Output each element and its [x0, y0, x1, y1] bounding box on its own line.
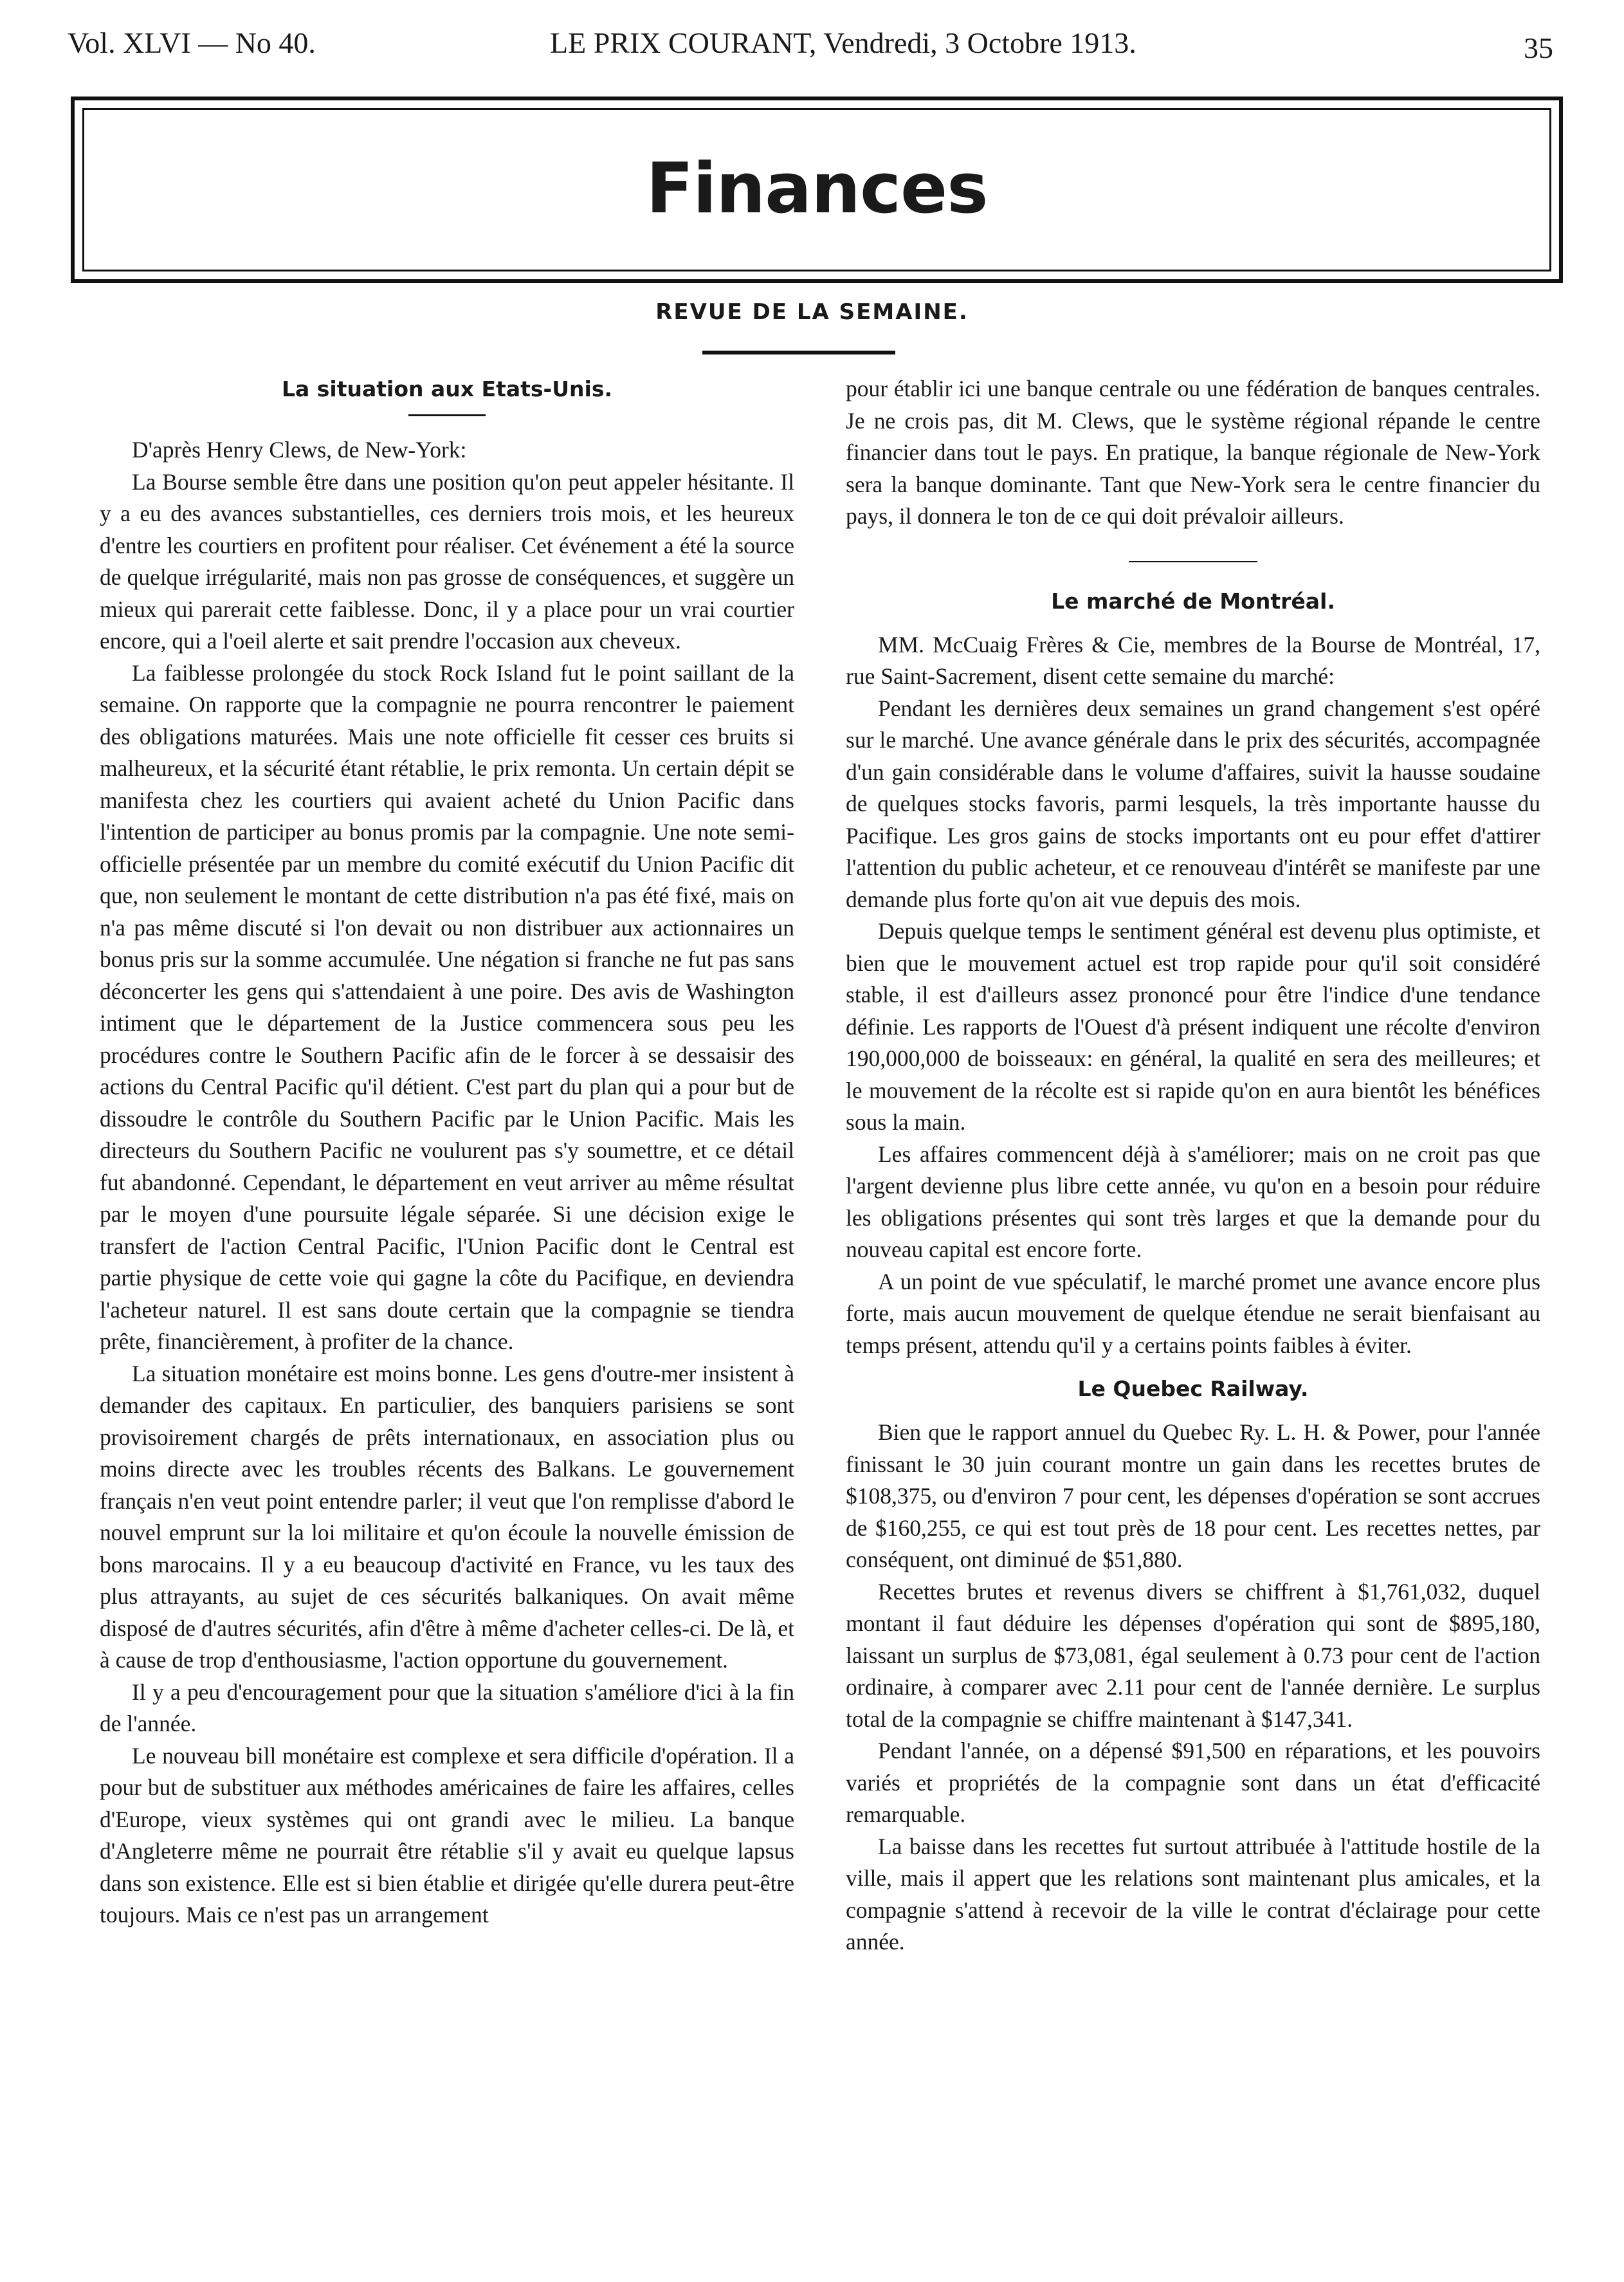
article-paragraph: La faiblesse prolongée du stock Rock Island fut le point saillant de la semaine. On rapporte que la compagnie ne pourra rencontrer le paiement des obligations maturées. Mais une note officielle fit cesser ces bruits si malheureux, et la sécurité étant rétablie, le prix remonta. Un certain dépit se manifesta chez les courtiers qui avaient acheté du Union Pacific dans l'intention de participer au bonus promis par la compagnie. Une note semi-officielle présentée par un membre du comité exécutif du Union Pacific dit que, non seulement le montant de cette distribution n'a pas été fixé, mais on n'a pas même discuté si l'on devait ou non distribuer aux actionnaires un bonus pris sur la somme accumulée. Une négation si franche ne fut pas sans déconcerter les gens qui s'attendaient à une poire. Des avis de Washington intiment que le département de la Justice commencera sous peu les procédures contre le Southern Pacific afin de le forcer à se dessaisir des actions du Central Pacific qu'il détient. C'est part du plan qui a pour but de dissoudre le contrôle du Southern Pacific par le Union Pacific. Mais les directeurs du Southern Pacific ne voulurent pas s'y soumettre, et ce détail fut abandonné. Cependant, le département en veut arriver au même résultat par le moyen d'une poursuite légale séparée. Si une décision exige le transfert de l'action Central Pacific, l'Union Pacific dont le Central est partie physique de cette voie qui gagne la côte du Pacifique, en deviendra l'acheteur naturel. Il est sans doute certain que la compagnie se tiendra prête, financièrement, à profiter de la chance. [100, 659, 794, 1354]
article-paragraph: Pendant l'année, on a dépensé $91,500 en réparations, et les pouvoirs variés et propriétés de la compagnie sont dans un état d'efficacité remarquable. [846, 1738, 1540, 1827]
article-title-montreal: Le marché de Montréal. [1051, 588, 1335, 614]
article-paragraph: La baisse dans les recettes fut surtout attribuée à l'attitude hostile de la ville, mais il appert que les relations sont maintenant plus amicales, et la compagnie s'attend à recevoir de la ville le contrat d'éclairage pour cette année. [846, 1833, 1540, 1955]
article-paragraph: Il y a peu d'encouragement pour que la situation s'améliore d'ici à la fin de l'année. [100, 1679, 794, 1736]
article-byline: D'après Henry Clews, de New-York: [132, 437, 467, 463]
volume-number: Vol. XLVI — No 40. [68, 26, 316, 59]
article-paragraph-continued: pour établir ici une banque centrale ou une fédération de banques centrales. Je ne crois pas, dit M. Clews, que le système régional répande le centre financier dans tout le pays. En pratique, la banque régionale de New-York sera la banque dominante. Tant que New-York sera le centre financier du pays, il donnera le ton de ce qui doit prévaloir ailleurs. [846, 376, 1540, 529]
article-paragraph: Recettes brutes et revenus divers se chiffrent à $1,761,032, duquel montant il faut déduire les dépenses d'opération qui sont de $895,180, laissant un surplus de $73,081, égal seulement à 0.73 pour cent de l'action ordinaire, à comparer avec 2.11 pour cent de l'année dernière. Le surplus total de la compagnie se chiffre maintenant à $147,341. [846, 1578, 1540, 1732]
article-title-etats-unis: La situation aux Etats-Unis. [281, 376, 613, 401]
article-paragraph: Le nouveau bill monétaire est complexe et sera difficile d'opération. Il a pour but de substituer aux méthodes américaines de faire les affaires, celles d'Europe, vieux systèmes qui ont grandi avec le milieu. La banque d'Angleterre même ne pourrait être rétablie s'il y avait eu quelque lapsus dans son existence. Elle est si bien établie et dirigée qu'elle durera peut-être toujours. Mais ce n'est pas un arrangement [100, 1742, 794, 1928]
page-number: 35 [1524, 32, 1553, 64]
banner-title: Finances [646, 149, 988, 229]
publication-date-line: LE PRIX COURANT, Vendredi, 3 Octobre 1913. [550, 26, 1136, 59]
section-title: REVUE DE LA SEMAINE. [655, 299, 969, 325]
article-paragraph: A un point de vue spéculatif, le marché promet une avance encore plus forte, mais aucun mouvement de quelque étendue ne serait bienfaisant au temps présent, attendu qu'il y a certains points faibles à éviter. [846, 1268, 1540, 1358]
left-column [100, 373, 794, 1931]
right-column [846, 373, 1540, 1958]
article-paragraph: La Bourse semble être dans une position qu'on peut appeler hésitante. Il y a eu des avances substantielles, ces derniers trois mois, et les heureux d'entre les courtiers en profitent pour réaliser. Cet événement a été la source de quelque irrégularité, mais non pas grosse de conséquences, et suggère un mieux qui parerait cette faiblesse. Donc, il y a place pour un vrai courtier encore, qui a l'oeil alerte et sait prendre l'occasion aux cheveux. [100, 468, 794, 654]
article-title-quebec-railway: Le Quebec Railway. [1077, 1376, 1309, 1401]
article-intro: MM. McCuaig Frères & Cie, membres de la Bourse de Montréal, 17, rue Saint-Sacrement, disent cette semaine du marché: [846, 631, 1540, 689]
article-paragraph: La situation monétaire est moins bonne. Les gens d'outre-mer insistent à demander des capitaux. En particulier, des banquiers parisiens se sont provisoirement chargés de prêts internationaux, en association plus ou moins directe avec les troubles récents des Balkans. Le gouvernement français n'en veut point entendre parler; il veut que l'on remplisse d'abord le nouvel emprunt sur la loi militaire et qu'on écoule la nouvelle émission de bons marocains. Il y a eu beaucoup d'activité en France, vu les taux des plus attrayants, au sujet de ces sécurités balkaniques. On avait même disposé de d'autres sécurités, afin d'être à même d'acheter celles-ci. De là, et à cause de trop d'enthousiasme, l'action opportune du gouvernement. [100, 1360, 794, 1673]
running-header [61, 26, 1553, 71]
article-paragraph: Bien que le rapport annuel du Quebec Ry. L. H. & Power, pour l'année finissant le 30 juin courant montre un gain dans les recettes brutes de $108,375, ou d'environ 7 pour cent, les dépenses d'opération se sont accrues de $160,255, ce qui est tout près de 18 pour cent. Les recettes nettes, par conséquent, ont diminué de $51,880. [846, 1419, 1540, 1572]
section-banner [71, 97, 1563, 283]
title-rule [408, 414, 486, 416]
section-divider [702, 351, 895, 354]
article-paragraph: Les affaires commencent déjà à s'améliorer; mais on ne croit pas que l'argent devienne plus libre cette année, vu qu'on en a besoin pour réduire les obligations présentes qui sont très larges et que la demande pour du nouveau capital est encore forte. [846, 1141, 1540, 1262]
article-paragraph: Depuis quelque temps le sentiment général est devenu plus optimiste, et bien que le mouvement actuel est trop rapide pour qu'il soit considéré stable, il est d'ailleurs assez prononcé pour être l'indice d'une tendance définie. Les rapports de l'Ouest d'à présent indiquent une récolte d'environ 190,000,000 de boisseaux: en général, la qualité en sera des meilleures; et le mouvement de la récolte est si rapide qu'on en aura bientôt les bénéfices sous la main. [846, 918, 1540, 1135]
article-paragraph: Pendant les dernières deux semaines un grand changement s'est opéré sur le marché. Une avance générale dans le prix des sécurités, accompagnée d'un gain considérable dans le volume d'affaires, suivit la hausse soudaine de quelques stocks favoris, parmi lesquels, la très importante hausse du Pacifique. Les gros gains de stocks importants ont eu pour effet d'attirer l'attention du public acheteur, et ce renouveau d'intérêt se manifeste par une demande plus forte qu'on ait vue depuis des mois. [846, 695, 1540, 912]
article-separator [1129, 561, 1257, 562]
